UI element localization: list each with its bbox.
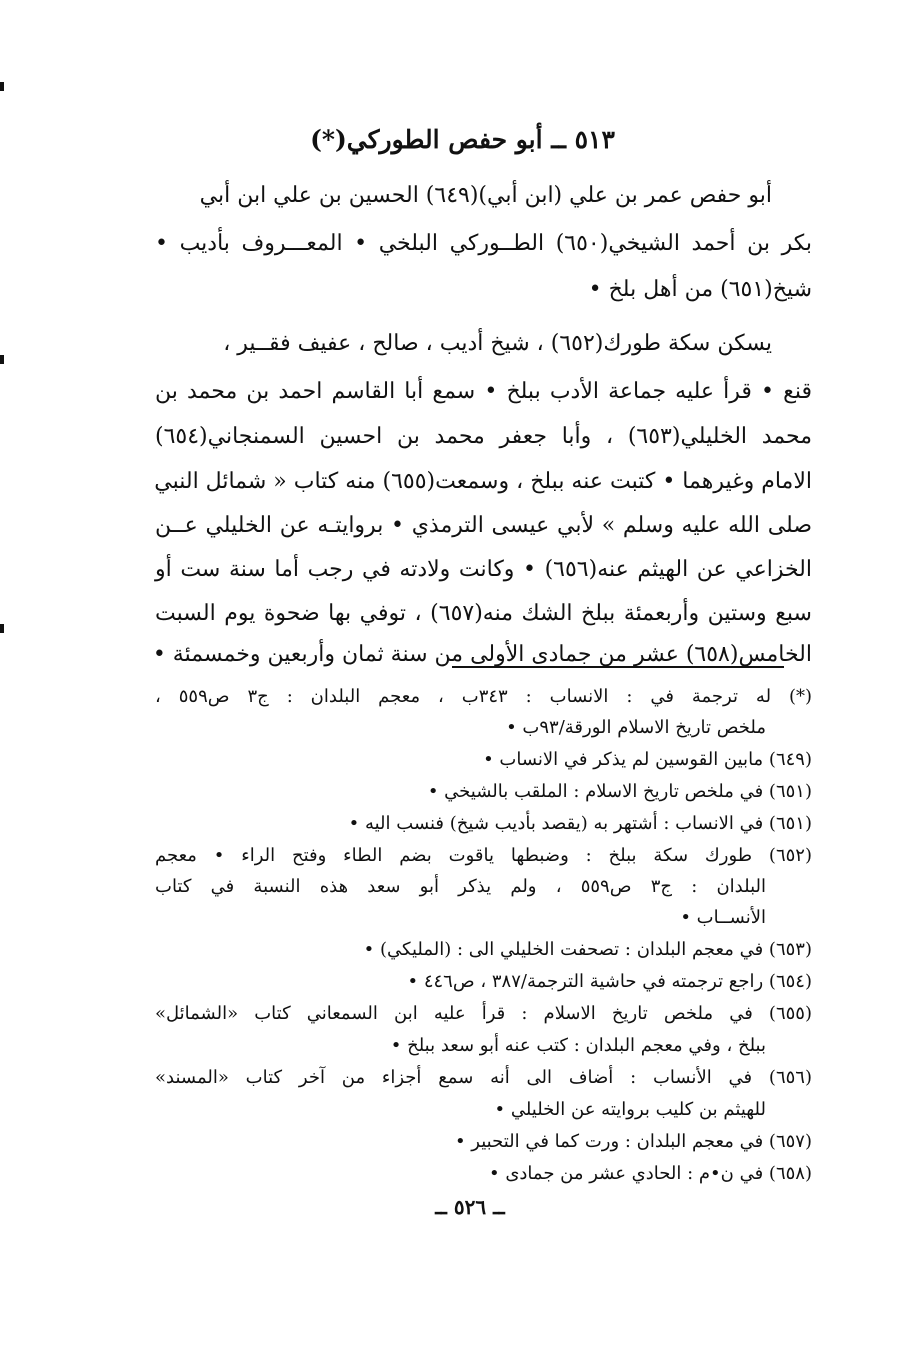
footnote-line: ملخص تاريخ الاسلام الورقة/٩٣ب • xyxy=(506,717,766,738)
footnote-line: (٦٥٥) في ملخص تاريخ الاسلام : قرأ عليه ابن السمعاني كتاب «الشمائل» xyxy=(155,1003,812,1024)
text-line: الامام وغيرهما • كتبت عنه ببلخ ، وسمعت(٦٥٥) منه كتاب « شمائل النبي xyxy=(154,469,812,494)
text-line: صلى الله عليه وسلم » لأبي عيسى الترمذي • بروايتـه عن الخليلي عــن xyxy=(155,513,812,538)
footnote-divider xyxy=(452,666,784,668)
footnote-line: ببلخ ، وفي معجم البلدان : كتب عنه أبو سعد ببلخ • xyxy=(390,1035,766,1056)
text-line: سبع وستين وأربعمئة ببلخ الشك منه(٦٥٧) ، توفي بها ضحوة يوم السبت xyxy=(155,601,812,626)
scan-edge-mark xyxy=(0,82,4,91)
text-line: الخامس(٦٥٨) عشر من جمادى الأولى من سنة ثمان وأربعين وخمسمئة • xyxy=(152,642,812,667)
footnote-line: البلدان : ج٣ ص٥٥٩ ، ولم يذكر أبو سعد هذه النسبة في كتاب xyxy=(155,876,767,897)
footnote-line: (٦٤٩) مابين القوسين لم يذكر في الانساب • xyxy=(483,749,812,770)
footnote-line: (٦٥٢) طورك سكة ببلخ : وضبطها ياقوت بضم الطاء وفتح الراء • معجم xyxy=(155,845,812,866)
footnote-line: (٦٥١) في ملخص تاريخ الاسلام : الملقب بالشيخي • xyxy=(427,781,812,802)
scan-edge-mark xyxy=(0,624,4,633)
footnote-line: (٦٥٤) راجع ترجمته في حاشية الترجمة/٣٨٧ ، ص٤٤٦ • xyxy=(407,971,812,992)
text-line: بكر بن أحمد الشيخي(٦٥٠) الطــوركي البلخي • المعـــروف بأديب • xyxy=(155,231,812,256)
text-line: محمد الخليلي(٦٥٣) ، وأبا جعفر محمد بن احسين السمنجاني(٦٥٤) xyxy=(155,424,812,449)
text-line: الخزاعي عن الهيثم عنه(٦٥٦) • وكانت ولادته في رجب أما سنة ست أو xyxy=(155,557,812,582)
footnote-line: (٦٥٦) في الأنساب : أضاف الى أنه سمع أجزاء من آخر كتاب «المسند» xyxy=(155,1067,812,1088)
footnote-line: (٦٥٧) في معجم البلدان : ورت كما في التحبير • xyxy=(454,1131,812,1152)
text-line: أبو حفص عمر بن علي (ابن أبي)(٦٤٩) الحسين بن علي ابن أبي xyxy=(199,183,772,208)
text-line: يسكن سكة طورك(٦٥٢) ، شيخ أديب ، صالح ، عفيف فقــير ، xyxy=(223,331,772,356)
footnote-line: (٦٥٨) في ن•م : الحادي عشر من جمادى • xyxy=(488,1163,812,1184)
footnote-line: الأنســاب • xyxy=(680,907,766,928)
footnote-line: (٦٥١) في الانساب : أشتهر به (يقصد بأديب شيخ) فنسب اليه • xyxy=(348,813,812,834)
footnote-line: للهيثم بن كليب بروايته عن الخليلي • xyxy=(494,1099,766,1120)
text-line: قنع • قرأ عليه جماعة الأدب ببلخ • سمع أبا القاسم احمد بن محمد بن xyxy=(155,379,812,404)
text-line: شيخ(٦٥١) من أهل بلخ • xyxy=(588,277,812,302)
entry-title: ٥١٣ ــ أبو حفص الطوركي(*) xyxy=(310,125,615,154)
scan-edge-mark xyxy=(0,355,4,364)
footnote-line: (*) له ترجمة في : الانساب : ٣٤٣ب ، معجم البلدان : ج٣ ص٥٥٩ ، xyxy=(155,686,813,707)
footnote-line: (٦٥٣) في معجم البلدان : تصحفت الخليلي الى : (المليكي) • xyxy=(363,939,812,960)
page-number: ــ ٥٢٦ ــ xyxy=(435,1195,505,1219)
